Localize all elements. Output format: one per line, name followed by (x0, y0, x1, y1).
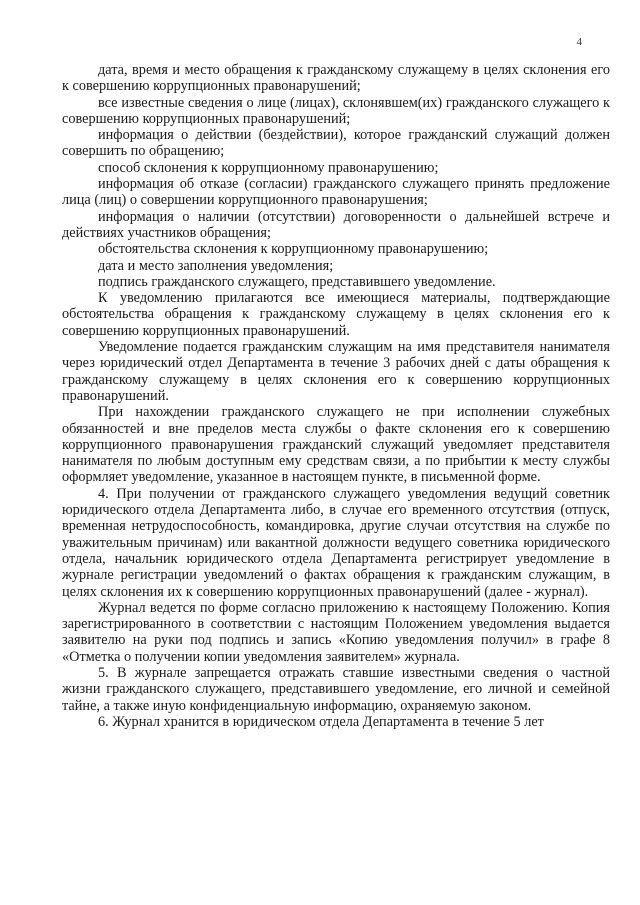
paragraph: дата, время и место обращения к гражданскому служащему в целях склонения его к совершению коррупционных правонарушений; (62, 62, 610, 95)
paragraph: информация об отказе (согласии) гражданского служащего принять предложение лица (лиц) о совершении коррупционного правонарушения; (62, 176, 610, 209)
paragraph: способ склонения к коррупционному правонарушению; (98, 159, 439, 176)
paragraph: все известные сведения о лице (лицах), склонявшем(их) гражданского служащего к совершению коррупционных правонарушений; (62, 94, 610, 127)
paragraph: 6. Журнал хранится в юридическом отдела Департамента в течение 5 лет (98, 713, 544, 730)
paragraph: 5. В журнале запрещается отражать ставшие известными сведения о частной жизни гражданского служащего, представившего уведомление, его личной и семейной тайне, а также иную конфиденциальную информацию, охраняемую законом. (62, 664, 610, 714)
paragraph: подпись гражданского служащего, представившего уведомление. (98, 273, 496, 290)
paragraph: информация о действии (бездействии), которое гражданский служащий должен совершить по обращению; (62, 127, 610, 160)
page-number: 4 (576, 36, 582, 48)
paragraph: дата и место заполнения уведомления; (98, 257, 334, 274)
paragraph: К уведомлению прилагаются все имеющиеся материалы, подтверждающие обстоятельства обращения к гражданскому служащему в целях склонения его к совершению коррупционных правонарушений. (62, 290, 610, 339)
paragraph: 4. При получении от гражданского служащего уведомления ведущий советник юридического отдела Департамента либо, в случае его временного отсутствия (отпуск, временная нетрудоспособность, командировка, другие случаи отсутствия на службе по уважительным причинам) или вакантной должности ведущего советника юридического отдела, начальник юридического отдела Департамента регистрирует уведомление в журнале регистрации уведомлений о фактах обращения к гражданским служащим, в целях склонения их к совершению коррупционных правонарушений (далее - журнал). (62, 485, 610, 600)
paragraph: обстоятельства склонения к коррупционному правонарушению; (98, 241, 489, 258)
document-body (62, 62, 610, 730)
paragraph: Журнал ведется по форме согласно приложению к настоящему Положению. Копия зарегистрированного в соответствии с настоящим Положением уведомления выдается заявителю на руки под подпись и запись «Копию уведомления получил» в графе 8 «Отметка о получении копии уведомления заявителем» журнала. (62, 599, 610, 665)
paragraph: информация о наличии (отсутствии) договоренности о дальнейшей встрече и действиях участников обращения; (62, 208, 610, 241)
paragraph: Уведомление подается гражданским служащим на имя представителя нанимателя через юридический отдел Департамента в течение 3 рабочих дней с даты обращения к гражданскому служащему в целях склонения его к совершению коррупционных правонарушений. (62, 339, 610, 404)
paragraph: При нахождении гражданского служащего не при исполнении служебных обязанностей и вне пределов места службы о факте склонения его к совершению коррупционного правонарушения гражданский служащий уведомляет представителя нанимателя по любым доступным ему средствам связи, а по прибытии к месту службы оформляет уведомление, указанное в настоящем пункте, в письменной форме. (62, 404, 610, 486)
